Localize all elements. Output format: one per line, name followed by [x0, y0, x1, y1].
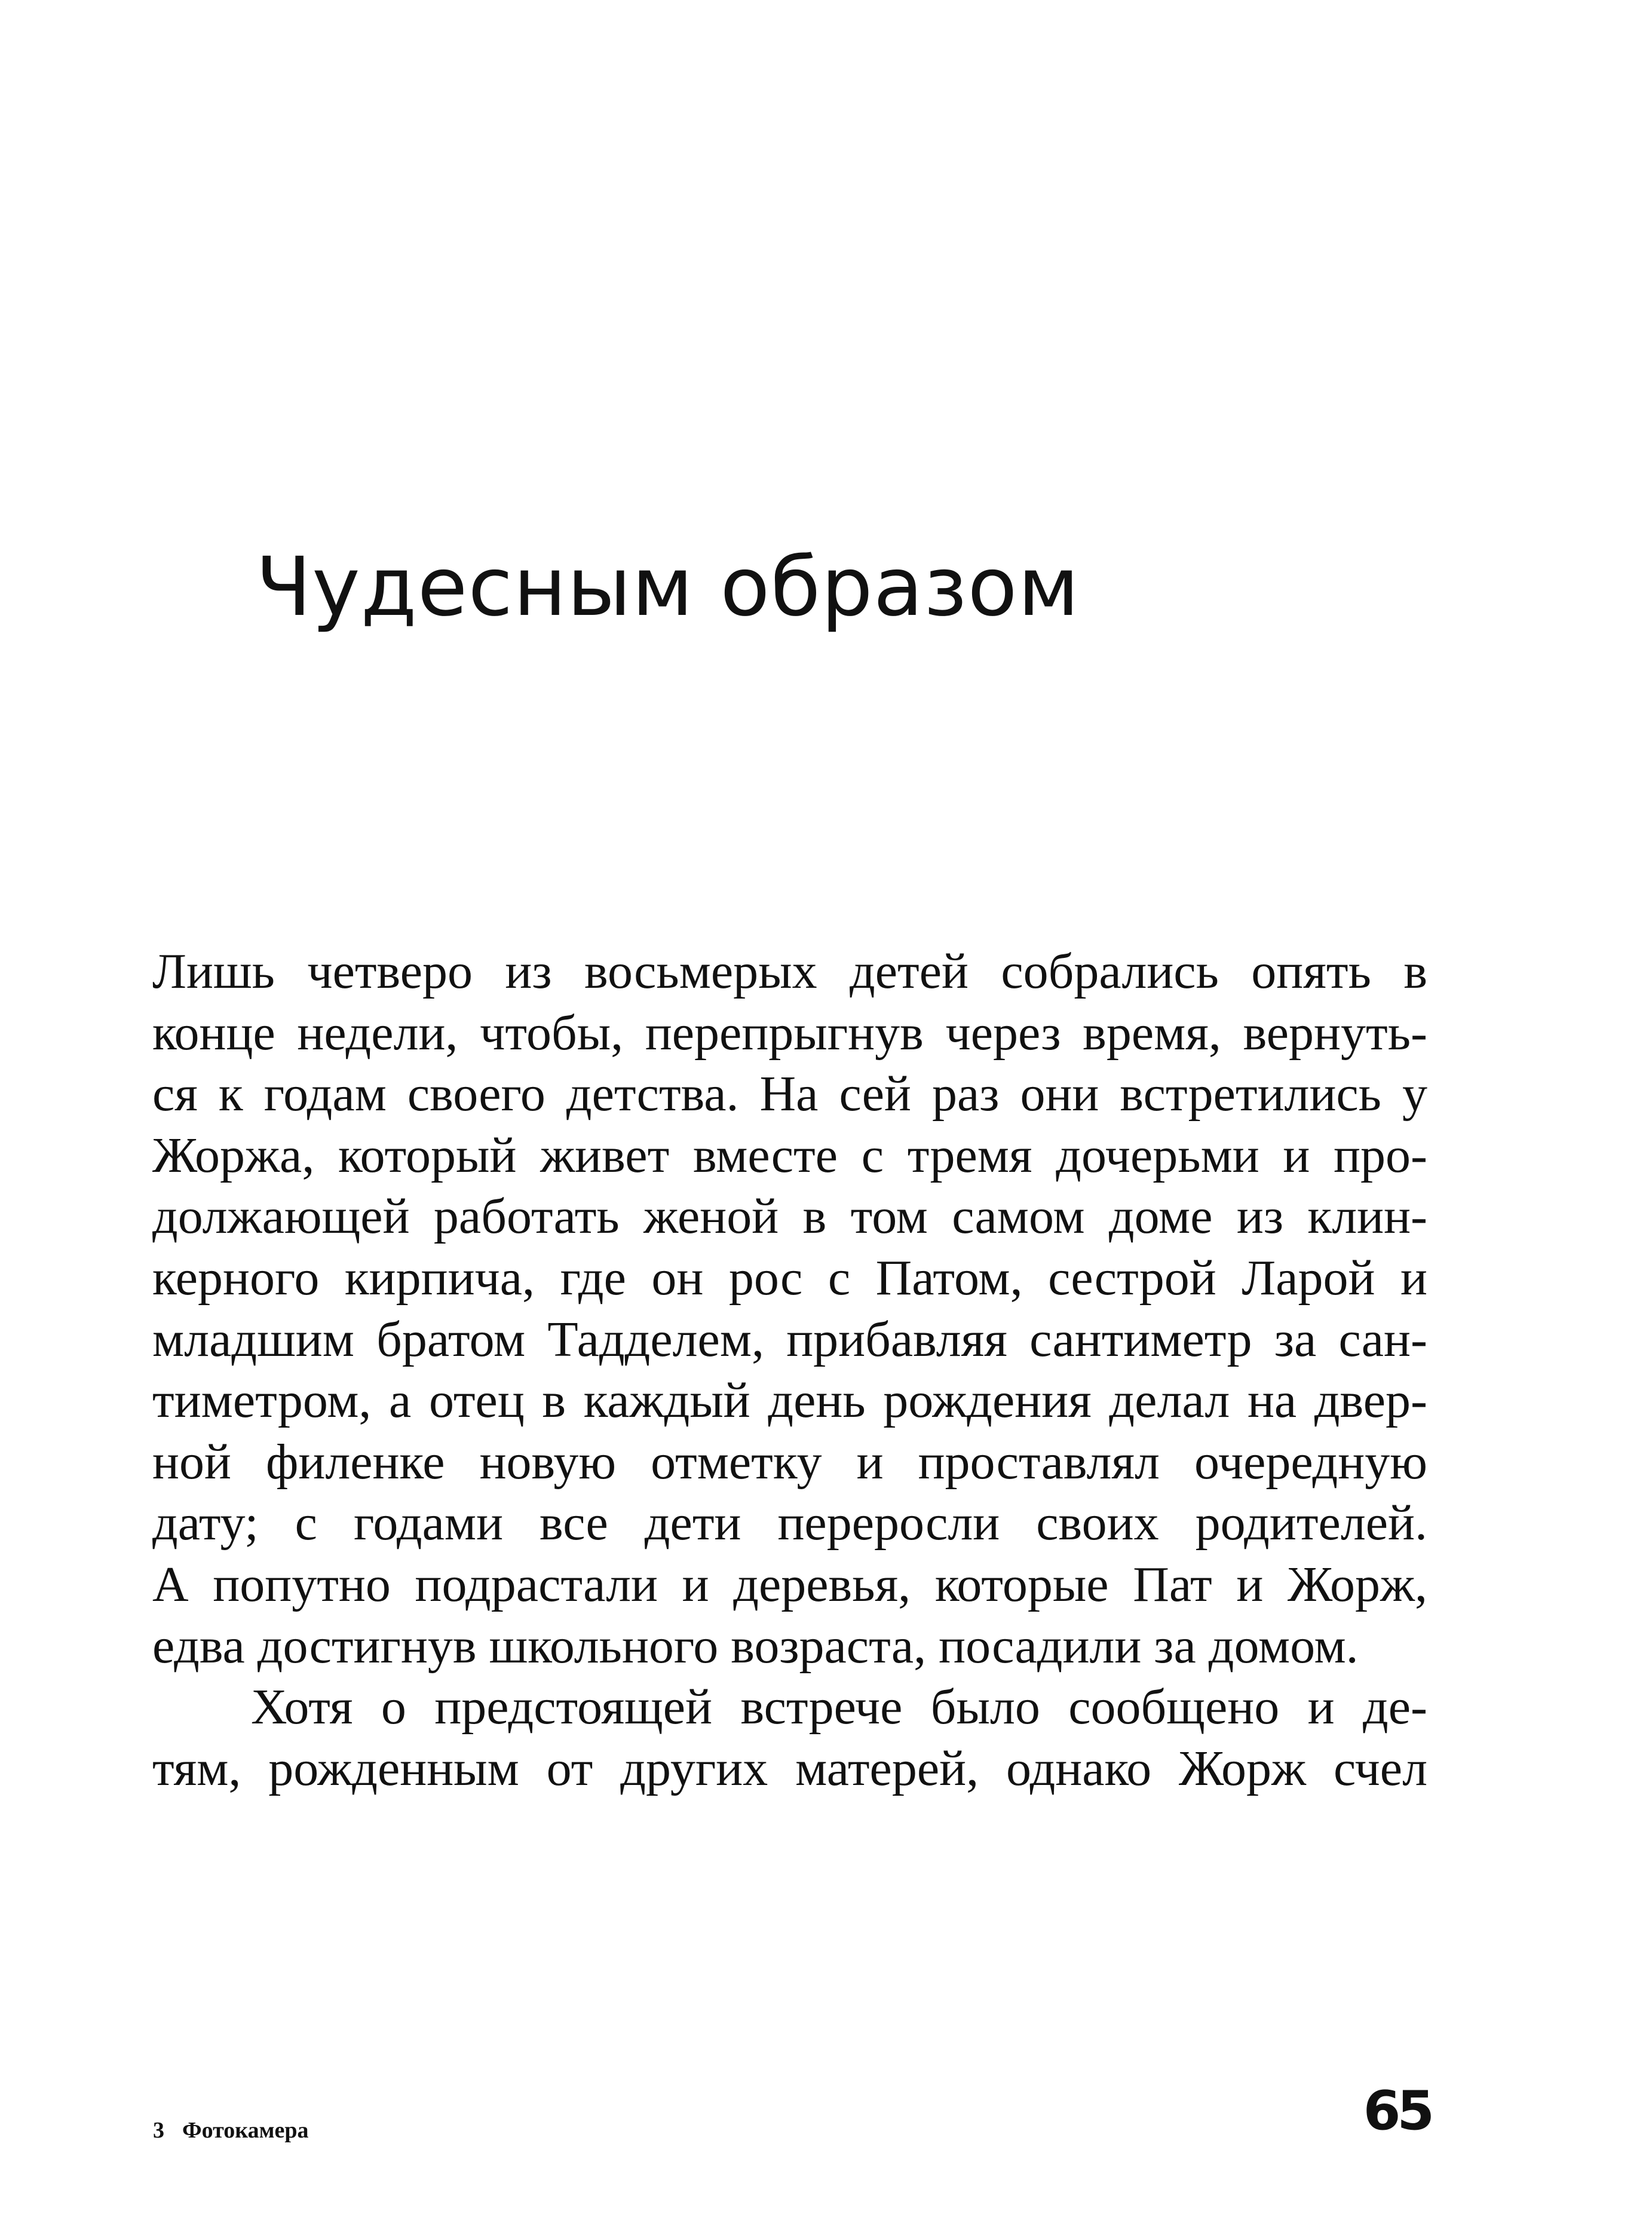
footer-chapter-name: Фотокамера [182, 2118, 309, 2143]
text-line: конце недели, чтобы, перепрыгнув через время, вернуть- [152, 1005, 1427, 1061]
text-line: Жоржа, который живет вместе с тремя дочерьми и про- [152, 1127, 1427, 1183]
text-line: должающей работать женой в том самом доме из клин- [152, 1189, 1427, 1245]
text-line: едва достигнув школьного возраста, посадили за домом. [152, 1618, 1359, 1674]
text-line: дату; с годами все дети переросли своих родителей. [152, 1495, 1427, 1551]
page-number: 65 [1363, 2080, 1431, 2142]
chapter-title: Чудесным образом [256, 540, 1080, 635]
text-line: Лишь четверо из восьмерых детей собрались опять в [152, 944, 1427, 999]
text-line: ся к годам своего детства. На сей раз они встретились у [152, 1066, 1427, 1122]
body-text [152, 941, 1427, 1799]
text-line: тям, рожденным от других матерей, однако Жорж счел [152, 1740, 1427, 1796]
footer-chapter-number: 3 [153, 2118, 164, 2143]
text-line: ной филенке новую отметку и проставлял очередную [152, 1434, 1427, 1490]
text-line: тиметром, а отец в каждый день рождения делал на двер- [152, 1373, 1427, 1429]
text-line: А попутно подрастали и деревья, которые Пат и Жорж, [152, 1556, 1427, 1612]
text-line: керного кирпича, где он рос с Патом, сестрой Ларой и [152, 1250, 1427, 1306]
text-line: младшим братом Тадделем, прибавляя сантиметр за сан- [152, 1311, 1427, 1367]
text-line: Хотя о предстоящей встрече было сообщено и де- [251, 1679, 1427, 1735]
running-footer [153, 2119, 309, 2142]
